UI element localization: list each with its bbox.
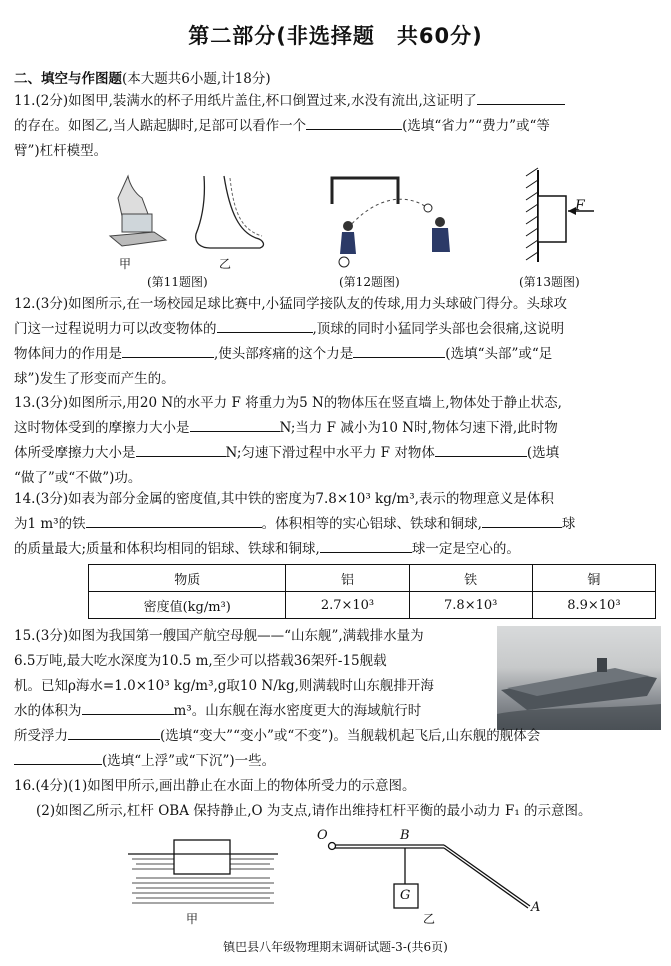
figure-11-cup <box>108 176 168 256</box>
q13-blank-3[interactable] <box>435 442 527 457</box>
q14-text-6: 球一定是空心的。 <box>411 541 520 557</box>
lever-label-A: A <box>531 900 541 915</box>
q15-text-8: (选填“上浮”或“下沉”)一些。 <box>102 753 276 769</box>
q12-text-4: 物体间力的作用是 <box>14 346 122 362</box>
q11-text-3: (选填“省力”“费力”或“等 <box>402 118 550 134</box>
q13-text-5: N;匀速下滑过程中水平力 F 对物体 <box>225 445 435 461</box>
q15-text-1: 15.(3分)如图为我国第一艘国产航空母舰——“山东舰”,满载排水量为 <box>14 628 424 644</box>
page-footer: 镇巴县八年级物理期末调研试题-3-(共6页) <box>223 940 448 954</box>
question-13 <box>14 391 662 491</box>
q11-text-4: 臂”)杠杆模型。 <box>14 143 108 159</box>
q15-blank-1[interactable] <box>82 700 174 715</box>
q16-text-1: 16.(4分)(1)如图甲所示,画出静止在水面上的物体所受力的示意图。 <box>14 778 416 794</box>
table-cell: 8.9×10³ <box>532 592 655 619</box>
q15-blank-2[interactable] <box>68 725 160 740</box>
q15-text-3: 机。已知ρ海水=1.0×10³ kg/m³,g取10 N/kg,则满载时山东舰排开海 <box>14 678 434 694</box>
aircraft-carrier-photo <box>497 626 661 730</box>
figure-12-soccer <box>328 174 468 274</box>
table-header: 铁 <box>409 565 532 592</box>
q14-text-4: 球 <box>561 516 576 532</box>
lever-label-B: B <box>400 828 410 843</box>
fig11-label-jia: 甲 <box>119 257 132 271</box>
q12-blank-3[interactable] <box>353 343 445 358</box>
q13-blank-1[interactable] <box>190 417 280 432</box>
q13-text-6: (选填 <box>526 445 560 461</box>
q15-text-6: 所受浮力 <box>14 728 68 744</box>
lever-label-G: G <box>400 888 411 903</box>
figure-16-lever <box>320 840 550 920</box>
q13-text-7: “做了”或“不做”)功。 <box>14 470 142 486</box>
q12-blank-1[interactable] <box>217 318 313 333</box>
q14-blank-2[interactable] <box>482 513 562 528</box>
q14-blank-1[interactable] <box>86 513 262 528</box>
q14-text-3: 。体积相等的实心铝球、铁球和铜球, <box>261 516 482 532</box>
q12-text-1: 12.(3分)如图所示,在一场校园足球比赛中,小猛同学接队友的传球,用力头球破门得分。头球攻 <box>14 296 567 312</box>
question-14 <box>14 487 662 562</box>
q13-text-2: 这时物体受到的摩擦力大小是 <box>14 420 190 436</box>
table-cell: 2.7×10³ <box>286 592 409 619</box>
q16-text-2: (2)如图乙所示,杠杆 OBA 保持静止,O 为支点,请作出维持杠杆平衡的最小动力 F₁ 的示意图。 <box>36 803 592 819</box>
section-note: (本大题共6小题,计18分) <box>122 71 271 87</box>
question-16 <box>14 774 662 824</box>
question-15-part-a <box>14 624 492 724</box>
question-12 <box>14 292 662 392</box>
density-table <box>88 564 656 619</box>
table-header: 铝 <box>286 565 409 592</box>
q13-blank-2[interactable] <box>136 442 226 457</box>
q13-text-1: 13.(3分)如图所示,用20 N的水平力 F 将重力为5 N的物体压在竖直墙上,物体处于静止状态, <box>14 395 562 411</box>
fig16-label-yi: 乙 <box>423 912 436 926</box>
q12-text-2: 门这一过程说明力可以改变物体的 <box>14 321 217 337</box>
q15-text-5: m³。山东舰在海水密度更大的海域航行时 <box>173 703 422 719</box>
q14-text-2: 为1 m³的铁 <box>14 516 86 532</box>
q14-blank-3[interactable] <box>320 538 412 553</box>
q11-blank-1[interactable] <box>477 90 565 105</box>
question-11 <box>14 89 662 164</box>
table-header: 铜 <box>532 565 655 592</box>
q12-blank-2[interactable] <box>122 343 214 358</box>
q12-text-3: ,顶球的同时小猛同学头部也会很痛,这说明 <box>312 321 565 337</box>
table-cell: 7.8×10³ <box>409 592 532 619</box>
table-cell: 密度值(kg/m³) <box>89 592 286 619</box>
q12-text-7: 球”)发生了形变而产生的。 <box>14 371 175 387</box>
table-row <box>89 592 656 619</box>
fig11-caption: (第11题图) <box>147 275 208 289</box>
page-title: 第二部分(非选择题 共60分) <box>188 24 483 48</box>
fig12-caption: (第12题图) <box>339 275 400 289</box>
table-header: 物质 <box>89 565 286 592</box>
q14-text-1: 14.(3分)如表为部分金属的密度值,其中铁的密度为7.8×10³ kg/m³,表示的物理意义是体积 <box>14 491 554 507</box>
q13-text-3: N;当力 F 减小为10 N时,物体匀速下滑,此时物 <box>279 420 558 436</box>
lever-label-O: O <box>317 828 328 843</box>
fig13-caption: (第13题图) <box>519 275 580 289</box>
q14-text-5: 的质量最大;质量和体积均相同的铝球、铁球和铜球, <box>14 541 320 557</box>
q15-text-4: 水的体积为 <box>14 703 82 719</box>
figure-11-foot <box>190 174 270 258</box>
q15-blank-3[interactable] <box>14 750 102 765</box>
fig16-label-jia: 甲 <box>186 912 199 926</box>
section-label: 二、填空与作图题 <box>14 71 122 87</box>
q11-text-1: 11.(2分)如图甲,装满水的杯子用纸片盖住,杯口倒置过来,水没有流出,这证明了 <box>14 93 477 109</box>
question-15-part-b <box>14 724 662 774</box>
fig13-force-label: F <box>575 198 585 214</box>
q11-blank-2[interactable] <box>306 115 402 130</box>
figure-16-floating-block <box>128 836 278 908</box>
q11-text-2: 的存在。如图乙,当人踮起脚时,足部可以看作一个 <box>14 118 307 134</box>
q15-text-7: (选填“变大”“变小”或“不变”)。当舰载机起飞后,山东舰的舰体会 <box>160 728 541 744</box>
section-heading <box>14 67 271 87</box>
figure-13-wall <box>524 168 604 264</box>
table-header-row <box>89 565 656 592</box>
q12-text-5: ,使头部疼痛的这个力是 <box>214 346 354 362</box>
q12-text-6: (选填“头部”或“足 <box>445 346 553 362</box>
fig11-label-yi: 乙 <box>219 257 232 271</box>
q13-text-4: 体所受摩擦力大小是 <box>14 445 136 461</box>
q15-text-2: 6.5万吨,最大吃水深度为10.5 m,至少可以搭载36架歼-15舰载 <box>14 653 387 669</box>
